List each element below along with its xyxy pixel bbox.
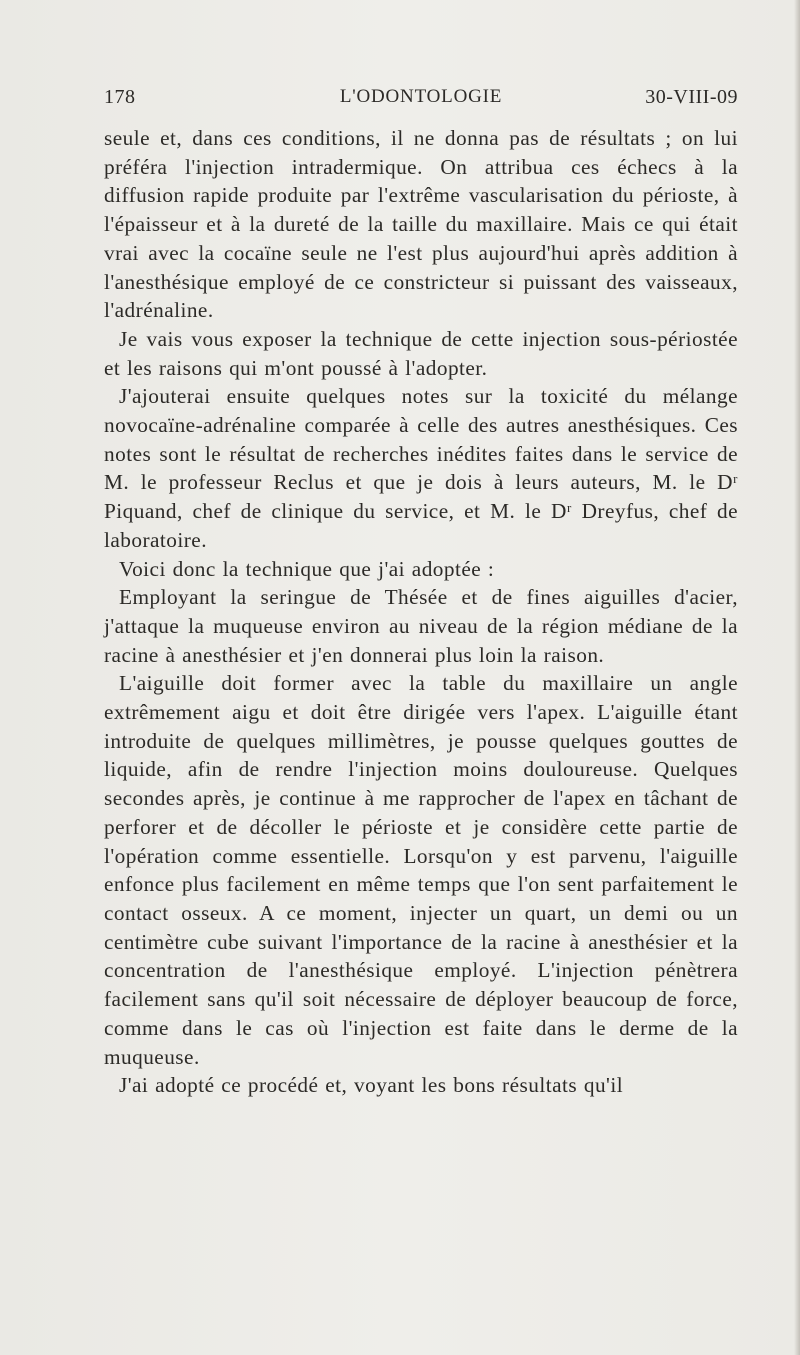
journal-title: L'ODONTOLOGIE [339, 86, 503, 107]
paragraph-continuation: seule et, dans ces conditions, il ne donna pas de résultats ; on lui préféra l'injection intradermique. On attribua ces échecs à la diffusion rapide produite par l'extrême vascularisation du périoste, à l'épaisseur et à la dureté de la taille du maxillaire. Mais ce qui était vrai avec la cocaïne seule ne l'est plus aujourd'hui après addition à l'anesthésique employé de ce constricteur si puissant des vaisseaux, l'adrénaline. [104, 126, 738, 323]
paragraph-syringe: Employant la seringue de Thésée et de fines aiguilles d'acier, j'attaque la muqueuse environ au niveau de la région médiane de la racine à anesthésier et j'en donnerai plus loin la raison. [104, 585, 738, 667]
running-head [104, 86, 738, 116]
paragraph-technique-intro: Je vais vous exposer la technique de cette injection sous-périostée et les raisons qui m'ont poussé à l'adopter. [104, 326, 738, 380]
page-edge-shadow [794, 0, 800, 1355]
paragraph-technique-lead: Voici donc la technique que j'ai adoptée : [119, 556, 495, 581]
paragraph-toxicity-notes: J'ajouterai ensuite quelques notes sur la toxicité du mélange novocaïne-adrénaline comparée à celle des autres anesthésiques. Ces notes sont le résultat de recherches inédites faites dans le service de M. le professeur Reclus et que je dois à leurs auteurs, M. le Dʳ Piquand, chef de clinique du service, et M. le Dʳ Dreyfus, chef de laboratoire. [104, 384, 738, 552]
issue-date: 30-VIII-09 [645, 86, 738, 108]
paragraph-needle: L'aiguille doit former avec la table du maxillaire un angle extrêmement aigu et doit être dirigée vers l'apex. L'aiguille étant introduite de quelques millimètres, je pousse quelques gouttes de liquide, afin de rendre l'injection moins douloureuse. Quelques secondes après, je continue à me rapprocher de l'apex en tâchant de perforer et de décoller le périoste et je considère cette partie de l'opération comme essentielle. Lorsqu'on y est parvenu, l'aiguille enfonce plus facilement en même temps que l'on sent parfaitement le contact osseux. A ce moment, injecter un quart, un demi ou un centimètre cube suivant l'importance de la racine à anesthésier et la concentration de l'anesthésique employé. L'injection pénètrera facilement sans qu'il soit nécessaire de déployer beaucoup de force, comme dans le cas où l'injection est faite dans le derme de la muqueuse. [104, 671, 738, 1069]
page-number: 178 [104, 86, 136, 108]
paragraph-adopted: J'ai adopté ce procédé et, voyant les bons résultats qu'il [119, 1073, 624, 1098]
body-text [104, 124, 738, 1100]
